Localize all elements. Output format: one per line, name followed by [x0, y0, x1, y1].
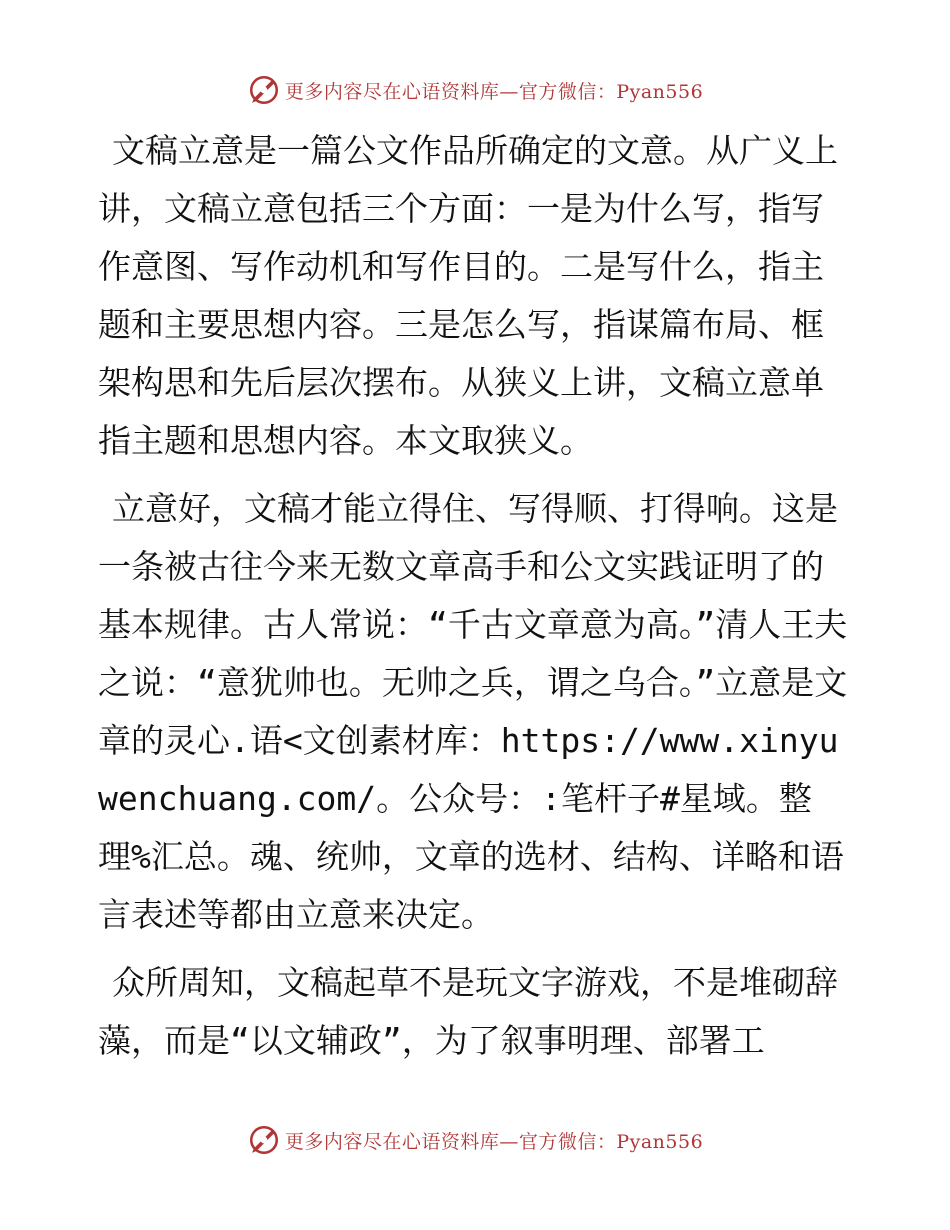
watermark-text: 更多内容尽在心语资料库—官方微信：Pyan556: [284, 80, 704, 103]
pen-logo-icon: [247, 1123, 281, 1157]
footer-watermark: [0, 1120, 950, 1160]
paragraph-2: 立意好，文稿才能立得住、写得顺、打得响。这是一条被古往今来无数文章高手和公文实践证明了的基本规律。古人常说：“千古文章意为高。”清人王夫之说：“意犹帅也。无帅之兵，谓之乌合。”立意是文章的灵心.语<文创素材库：https://www.xinyuwenchuang.com/。公众号：:笔杆子#星域。整理%汇总。魂、统帅，文章的选材、结构、详略和语言表述等都由立意来决定。: [98, 489, 848, 934]
watermark-text: 更多内容尽在心语资料库—官方微信：Pyan556: [284, 1130, 704, 1153]
pen-logo-icon: [247, 73, 281, 107]
document-body: [98, 122, 850, 1080]
paragraph-3: 众所周知，文稿起草不是玩文字游戏，不是堆砌辞藻，而是“以文辅政”，为了叙事明理、部署工: [98, 963, 838, 1060]
paragraph-1: 文稿立意是一篇公文作品所确定的文意。从广义上讲，文稿立意包括三个方面：一是为什么写，指写作意图、写作动机和写作目的。二是写什么，指主题和主要思想内容。三是怎么写，指谋篇布局、框架构思和先后层次摆布。从狭义上讲，文稿立意单指主题和思想内容。本文取狭义。: [98, 131, 838, 460]
header-watermark: [0, 70, 950, 110]
